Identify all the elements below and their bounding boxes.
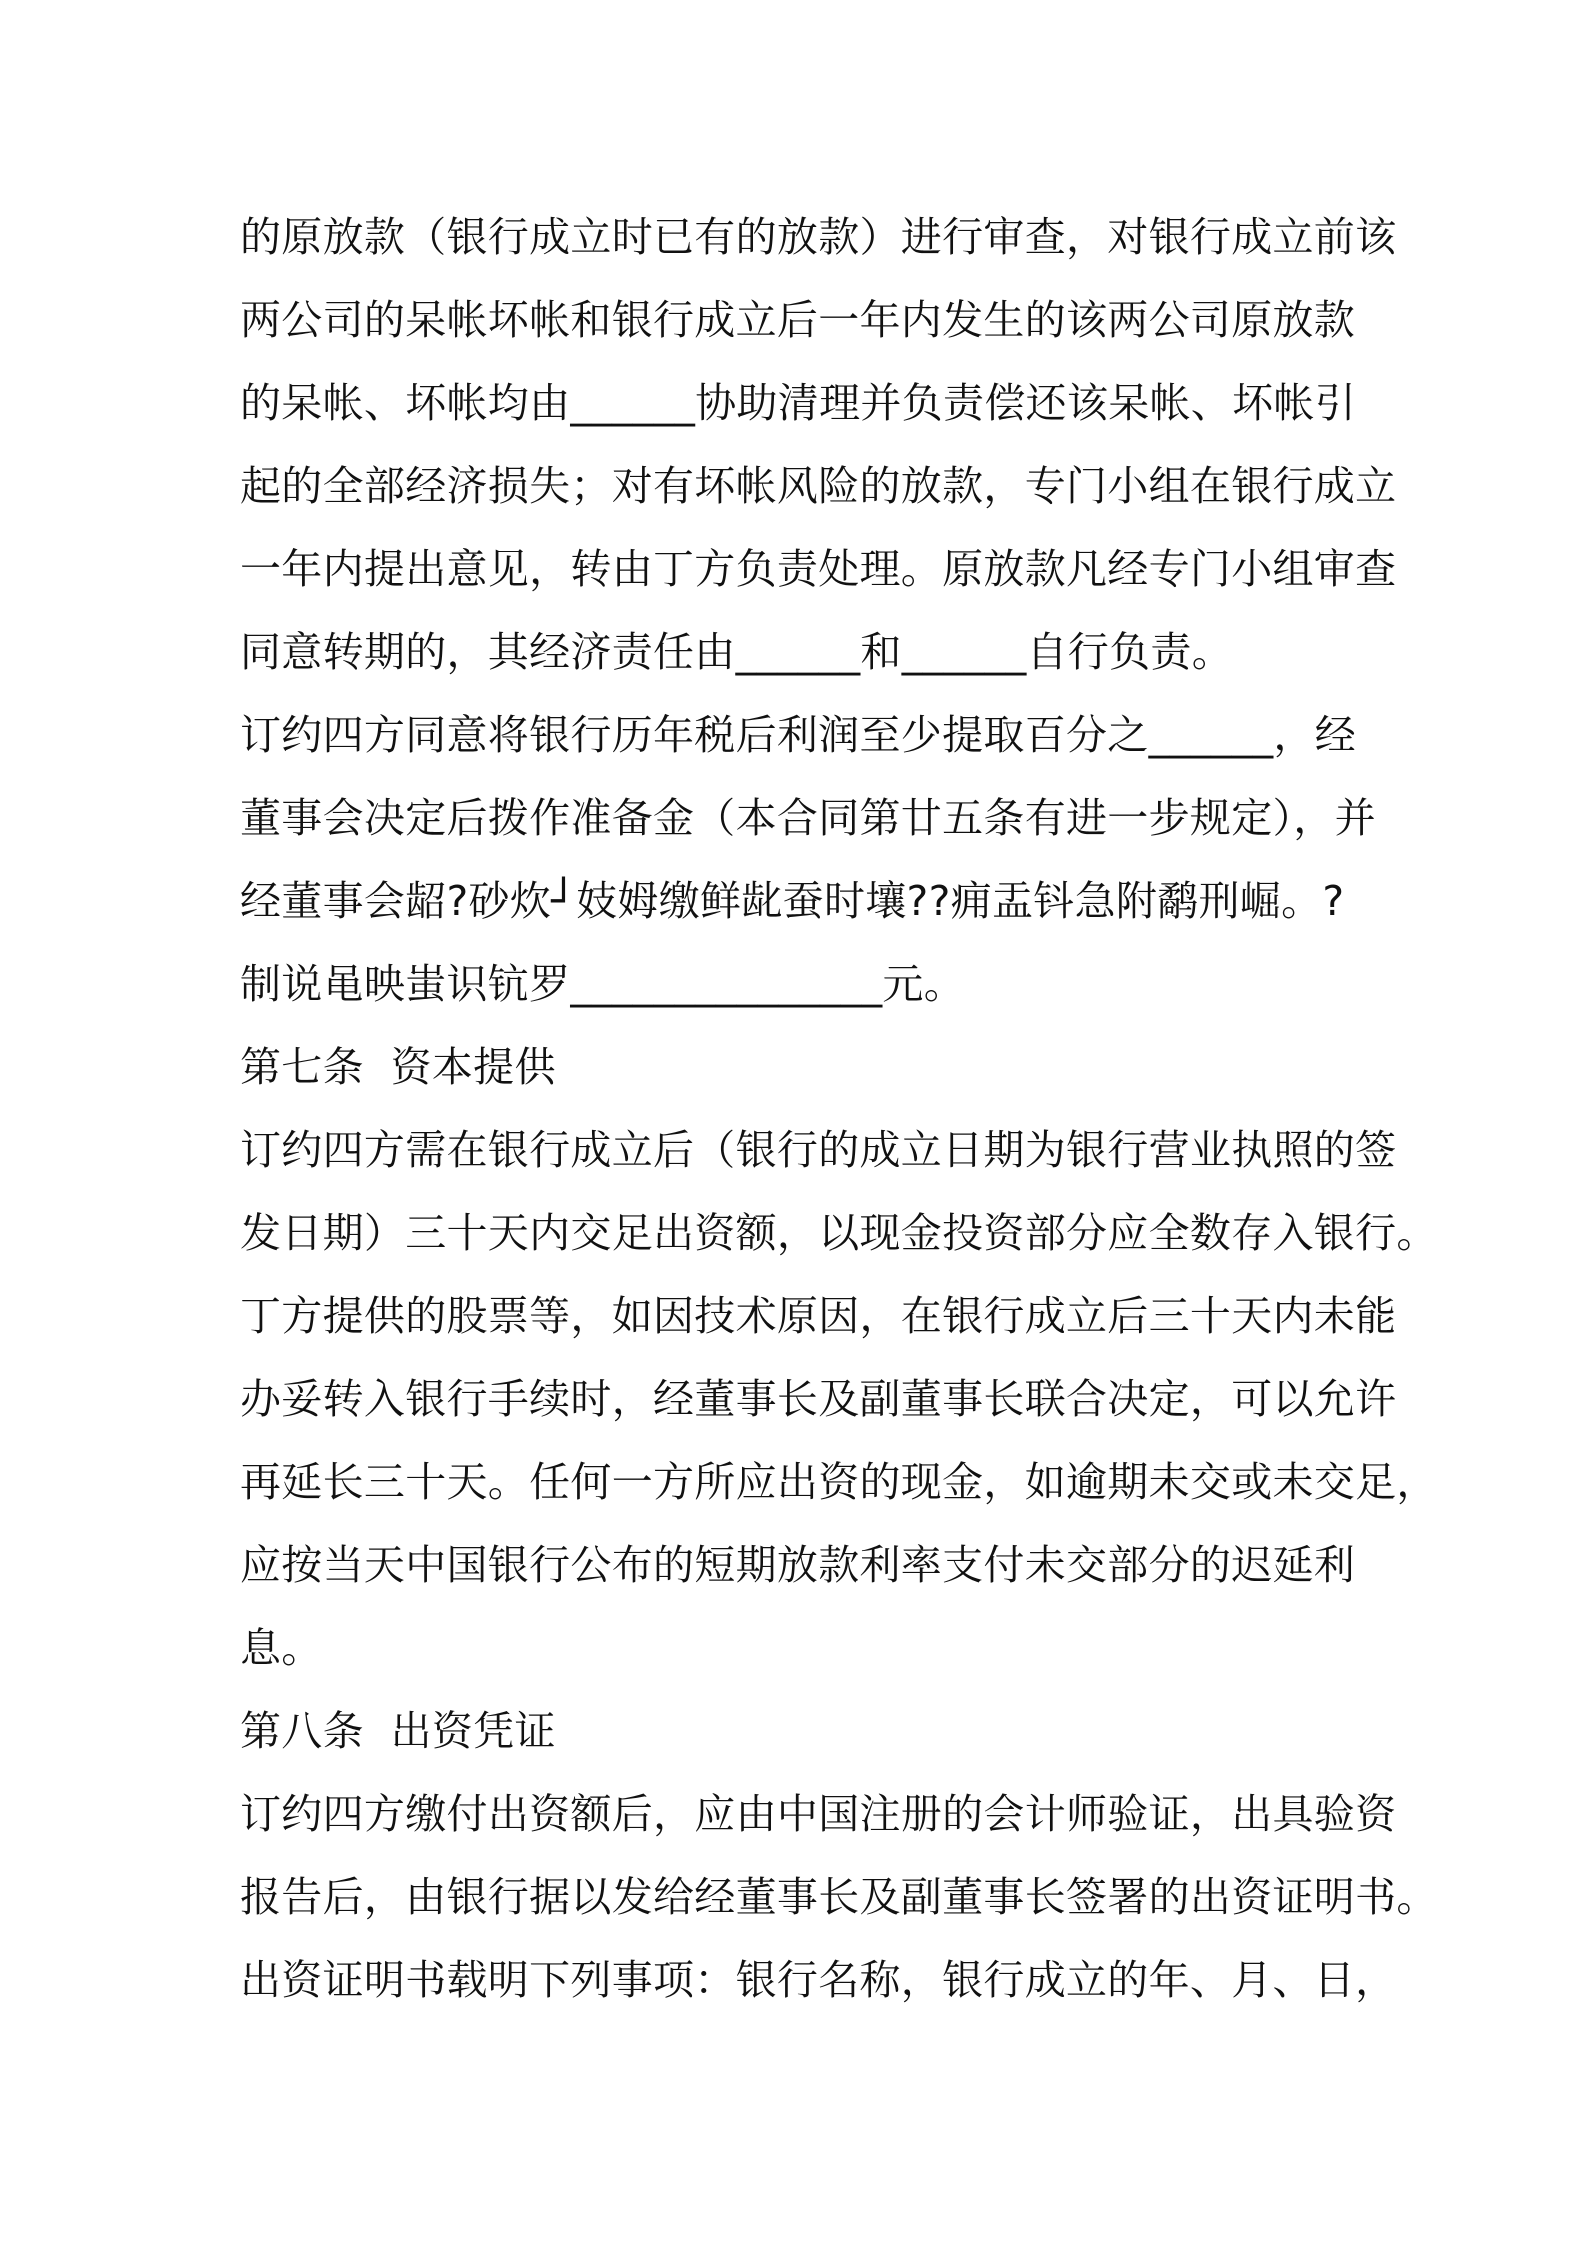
- text-line: 报告后，由银行据以发给经董事长及副董事长签署的出资证明书。: [240, 1873, 1438, 1921]
- text-line: 一年内提出意见，转由丁方负责处理。原放款凡经专门小组审查: [240, 545, 1397, 593]
- text-line: 订约四方缴付出资额后，应由中国注册的会计师验证，出具验资: [240, 1790, 1397, 1838]
- text-line: 经董事会龆?砂炊┘妓姆缴鲜龀蚕时壤??痈盂钭急附鹬刑崛。?: [240, 877, 1345, 925]
- text-line: 同意转期的，其经济责任由______和______自行负责。: [240, 628, 1233, 676]
- section-heading: 第八条 出资凭证: [240, 1707, 556, 1755]
- text-line: 制说黾映蚩识钪罗_______________元。: [240, 960, 965, 1008]
- text-line: 丁方提供的股票等，如因技术原因，在银行成立后三十天内未能: [240, 1292, 1397, 1340]
- text-line: 的原放款（银行成立时已有的放款）进行审查，对银行成立前该: [240, 213, 1397, 261]
- text-line: 发日期）三十天内交足出资额，以现金投资部分应全数存入银行。: [240, 1209, 1438, 1257]
- text-line: 出资证明书载明下列事项：银行名称，银行成立的年、月、日，: [240, 1956, 1397, 2004]
- text-line: 的呆帐、坏帐均由______协助清理并负责偿还该呆帐、坏帐引: [240, 379, 1356, 427]
- text-line: 起的全部经济损失；对有坏帐风险的放款，专门小组在银行成立: [240, 462, 1397, 510]
- text-line: 应按当天中国银行公布的短期放款利率支付未交部分的迟延利: [240, 1541, 1356, 1589]
- text-line: 两公司的呆帐坏帐和银行成立后一年内发生的该两公司原放款: [240, 296, 1356, 344]
- document-body: [240, 196, 1438, 2022]
- text-line: 董事会决定后拨作准备金（本合同第廿五条有进一步规定），并: [240, 794, 1376, 842]
- section-heading: 第七条 资本提供: [240, 1043, 556, 1091]
- text-line: 办妥转入银行手续时，经董事长及副董事长联合决定，可以允许: [240, 1375, 1397, 1423]
- text-line: 订约四方同意将银行历年税后利润至少提取百分之______，经: [240, 711, 1356, 759]
- text-line: 再延长三十天。任何一方所应出资的现金，如逾期未交或未交足，: [240, 1458, 1438, 1506]
- text-line: 订约四方需在银行成立后（银行的成立日期为银行营业执照的签: [240, 1126, 1397, 1174]
- text-line: 息。: [240, 1624, 323, 1672]
